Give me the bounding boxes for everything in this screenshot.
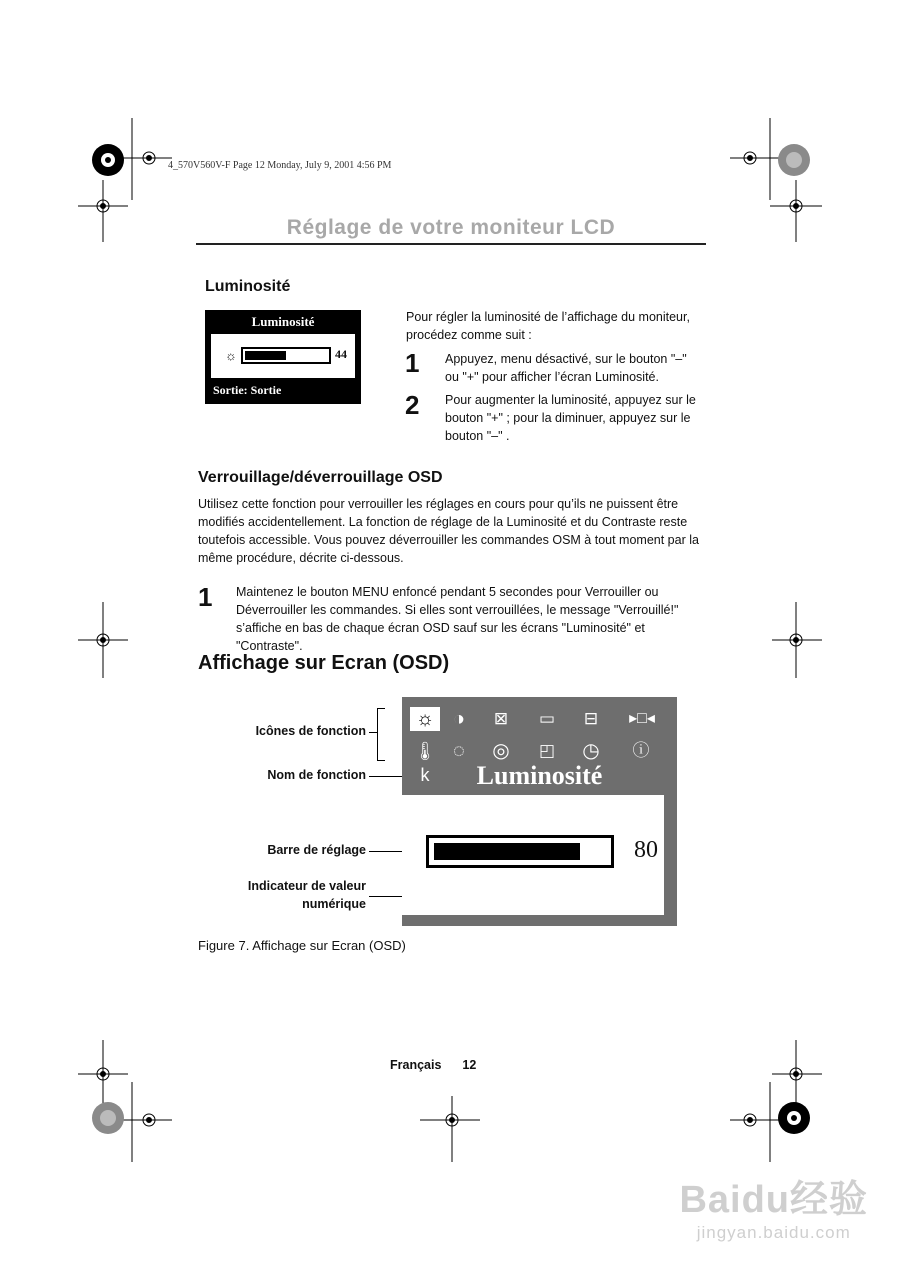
step-text: Maintenez le bouton MENU enfoncé pendant 5 secondes pour Verrouiller ou Déverrouiller les commandes. Si elles sont verrouillées, le message "Verrouillé!" s’affiche en bas de chaque écran OSD sauf sur les écrans "Luminosité" et "Contraste". bbox=[236, 585, 679, 653]
footer-page-number: 12 bbox=[462, 1058, 477, 1072]
sun-icon: ☼ bbox=[225, 348, 237, 363]
print-header-meta: 4_570V560V-F Page 12 Monday, July 9, 2001 4:56 PM bbox=[168, 160, 392, 171]
sun-icon: ☼ bbox=[410, 707, 440, 731]
bracket-line bbox=[377, 708, 378, 760]
osd-adjust-panel bbox=[402, 795, 664, 915]
contrast-icon: ◑ bbox=[452, 708, 466, 730]
page-footer bbox=[390, 1058, 476, 1072]
label-value-indicator-line2: numérique bbox=[302, 897, 366, 911]
lock-heading: Verrouillage/déverrouillage OSD bbox=[198, 469, 443, 486]
osd-heading: Affichage sur Ecran (OSD) bbox=[198, 652, 450, 674]
vertical-position-icon: ▭ bbox=[538, 709, 556, 728]
label-function-name: Nom de fonction bbox=[267, 768, 366, 782]
osd-screen bbox=[402, 697, 677, 926]
watermark-url: jingyan.baidu.com bbox=[696, 1223, 851, 1242]
page-title: Réglage de votre moniteur LCD bbox=[286, 216, 616, 239]
size-icon: ⊟ bbox=[583, 709, 599, 728]
mini-osd-brightness bbox=[205, 310, 361, 404]
label-adjust-bar: Barre de réglage bbox=[267, 843, 366, 857]
watermark-brand: Baidu经验 bbox=[679, 1179, 868, 1221]
figure-caption: Figure 7. Affichage sur Ecran (OSD) bbox=[198, 938, 406, 953]
brightness-heading: Luminosité bbox=[205, 278, 291, 295]
footer-language: Français bbox=[390, 1058, 442, 1072]
mini-osd-value: 44 bbox=[335, 347, 347, 361]
brightness-intro: Pour régler la luminosité de l’affichage du moniteur, procédez comme suit : bbox=[406, 310, 690, 342]
lips-icon: ◎ bbox=[492, 740, 510, 762]
info-icon: ⓘ bbox=[632, 741, 650, 760]
horizontal-position-icon: ⊠ bbox=[493, 709, 509, 728]
bracket-line bbox=[377, 760, 385, 761]
palette-icon: ◌ bbox=[453, 740, 465, 762]
osd-position-icon: ◰ bbox=[538, 741, 556, 760]
osd-adjust-bar-fill bbox=[434, 843, 580, 860]
mini-osd-footer: Sortie: Sortie bbox=[213, 383, 282, 397]
step-number: 1 bbox=[198, 582, 213, 612]
osd-value-indicator: 80 bbox=[634, 837, 658, 863]
color-temperature-icon: 🌡k bbox=[413, 741, 437, 785]
mini-adjust-bar-fill bbox=[245, 351, 286, 360]
step-text: Appuyez, menu désactivé, sur le bouton "–" ou "+" pour afficher l’écran Luminosité. bbox=[445, 352, 687, 384]
clock-icon: ◷ bbox=[582, 740, 600, 762]
title-rule bbox=[196, 243, 706, 245]
label-function-icons: Icônes de fonction bbox=[255, 724, 366, 738]
mini-adjust-bar bbox=[241, 347, 331, 364]
mini-osd-panel bbox=[211, 334, 355, 378]
watermark bbox=[679, 1168, 868, 1243]
osd-adjust-bar bbox=[426, 835, 614, 868]
osd-function-name: Luminosité bbox=[476, 761, 603, 790]
lock-paragraph: Utilisez cette fonction pour verrouiller les réglages en cours pour qu’ils ne puissent être modifiés accidentellement. La fonction de réglage de la Luminosité et du Contraste reste toutefois accessible. Vous pouvez déverrouiller les commandes OSM à tout moment par la même procédure, décrite ci-dessous. bbox=[198, 497, 699, 565]
step-number: 1 bbox=[405, 348, 420, 378]
step-number: 2 bbox=[405, 390, 420, 420]
step-text: Pour augmenter la luminosité, appuyez sur le bouton "+" ; pour la diminuer, appuyez sur le bouton "–" . bbox=[445, 393, 696, 443]
label-value-indicator-line1: Indicateur de valeur bbox=[247, 879, 366, 893]
bracket-line bbox=[377, 708, 385, 709]
input-icon: ▸□◂ bbox=[629, 710, 655, 727]
mini-osd-title: Luminosité bbox=[251, 314, 315, 329]
leader-line bbox=[369, 732, 377, 733]
